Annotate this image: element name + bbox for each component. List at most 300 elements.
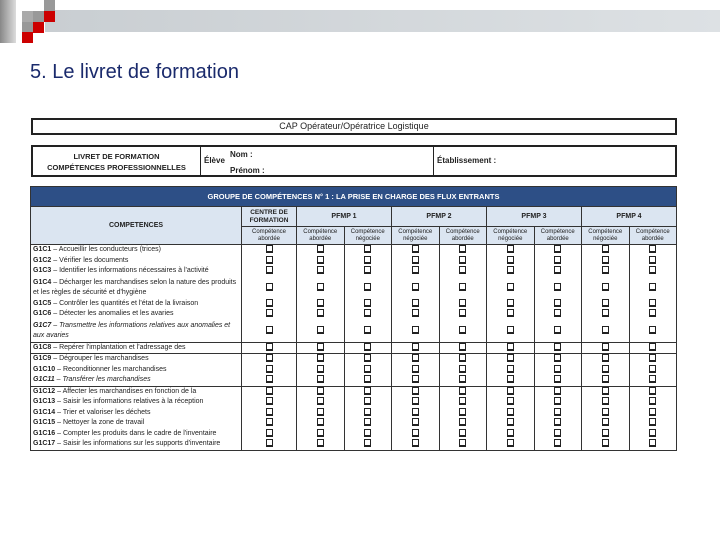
checkbox[interactable]	[412, 266, 419, 274]
competence-code: G1C12	[33, 387, 56, 395]
checkbox-cell	[582, 354, 630, 365]
checkbox[interactable]	[459, 256, 466, 264]
checkbox[interactable]	[317, 387, 324, 395]
competence-code: G1C17	[33, 440, 56, 447]
group-title: GROUPE DE COMPÉTENCES N° 1 : LA PRISE EN CHARGE DES FLUX ENTRANTS	[31, 187, 677, 207]
checkbox-cell	[487, 277, 535, 299]
checkbox-cell	[534, 256, 582, 267]
checkbox[interactable]	[266, 256, 273, 264]
checkbox-cell	[297, 418, 345, 429]
checkbox[interactable]	[602, 245, 609, 253]
checkbox[interactable]	[554, 354, 561, 362]
checkbox-cell	[629, 245, 677, 256]
competence-text: – Affecter les marchandises en fonction de la	[55, 387, 197, 395]
checkbox[interactable]	[554, 397, 561, 405]
checkbox[interactable]	[554, 283, 561, 291]
checkbox[interactable]	[317, 309, 324, 317]
checkbox[interactable]	[266, 343, 273, 351]
checkbox[interactable]	[602, 375, 609, 383]
checkbox-cell	[487, 342, 535, 354]
checkbox-cell	[392, 342, 440, 354]
checkbox[interactable]	[364, 439, 371, 447]
checkbox-cell	[439, 365, 487, 376]
checkbox[interactable]	[649, 429, 656, 437]
checkbox[interactable]	[364, 256, 371, 264]
competence-text: – Reconditionner les marchandises	[55, 365, 167, 373]
competence-text: – Saisir les informations relatives à la réception	[55, 398, 204, 405]
checkbox[interactable]	[266, 266, 273, 274]
checkbox[interactable]	[507, 326, 514, 334]
checkbox[interactable]	[649, 408, 656, 416]
checkbox[interactable]	[266, 387, 273, 395]
table-row	[31, 266, 677, 277]
checkbox-cell	[439, 299, 487, 310]
checkbox[interactable]	[364, 283, 371, 291]
checkbox[interactable]	[507, 299, 514, 307]
checkbox-cell	[392, 299, 440, 310]
checkbox[interactable]	[649, 343, 656, 351]
checkbox[interactable]	[317, 439, 324, 447]
checkbox[interactable]	[412, 375, 419, 383]
competence-code: G1C11	[33, 376, 55, 383]
checkbox[interactable]	[412, 343, 419, 351]
checkbox-cell	[487, 365, 535, 376]
checkbox-cell	[534, 386, 582, 397]
checkbox[interactable]	[266, 326, 273, 334]
checkbox[interactable]	[459, 418, 466, 426]
checkbox[interactable]	[412, 245, 419, 253]
checkbox[interactable]	[459, 343, 466, 351]
checkbox[interactable]	[459, 397, 466, 405]
checkbox[interactable]	[507, 387, 514, 395]
checkbox[interactable]	[317, 418, 324, 426]
checkbox[interactable]	[364, 343, 371, 351]
checkbox-cell	[487, 354, 535, 365]
checkbox[interactable]	[317, 299, 324, 307]
checkbox[interactable]	[507, 365, 514, 373]
etablissement-field[interactable]: Établissement :	[437, 156, 497, 165]
checkbox[interactable]	[412, 299, 419, 307]
checkbox-cell	[534, 408, 582, 419]
checkbox-cell	[242, 408, 297, 419]
checkbox-cell	[297, 397, 345, 408]
sub-header: Compétence négociée	[487, 227, 535, 245]
checkbox[interactable]	[412, 326, 419, 334]
table-row	[31, 245, 677, 256]
checkbox[interactable]	[507, 309, 514, 317]
checkbox[interactable]	[507, 439, 514, 447]
table-row	[31, 375, 677, 386]
checkbox[interactable]	[364, 375, 371, 383]
checkbox[interactable]	[602, 439, 609, 447]
checkbox-cell	[242, 375, 297, 386]
checkbox-cell	[534, 354, 582, 365]
checkbox[interactable]	[507, 354, 514, 362]
deco-square	[22, 32, 33, 43]
checkbox[interactable]	[364, 429, 371, 437]
livret-subtitle: COMPÉTENCES PROFESSIONNELLES	[47, 163, 186, 172]
checkbox-cell	[392, 408, 440, 419]
checkbox-cell	[297, 245, 345, 256]
checkbox[interactable]	[317, 375, 324, 383]
checkbox-cell	[534, 342, 582, 354]
checkbox-cell	[582, 299, 630, 310]
checkbox-cell	[439, 429, 487, 440]
checkbox-cell	[629, 354, 677, 365]
checkbox-cell	[297, 375, 345, 386]
checkbox-cell	[487, 309, 535, 320]
checkbox[interactable]	[459, 245, 466, 253]
nom-field[interactable]: Nom :	[230, 150, 253, 159]
deco-square	[33, 11, 44, 22]
checkbox-cell	[582, 309, 630, 320]
checkbox[interactable]	[317, 266, 324, 274]
checkbox[interactable]	[412, 397, 419, 405]
checkbox[interactable]	[602, 283, 609, 291]
checkbox[interactable]	[602, 397, 609, 405]
checkbox-cell	[344, 365, 392, 376]
checkbox-cell	[392, 309, 440, 320]
checkbox[interactable]	[266, 408, 273, 416]
competence-label	[31, 386, 242, 397]
checkbox[interactable]	[266, 397, 273, 405]
checkbox[interactable]	[602, 408, 609, 416]
checkbox-cell	[439, 245, 487, 256]
checkbox[interactable]	[507, 397, 514, 405]
competence-text: – Transférer les marchandises	[54, 376, 151, 383]
checkbox[interactable]	[459, 299, 466, 307]
checkbox-cell	[582, 375, 630, 386]
checkbox[interactable]	[317, 245, 324, 253]
competence-label	[31, 266, 242, 277]
checkbox[interactable]	[554, 439, 561, 447]
checkbox[interactable]	[459, 439, 466, 447]
checkbox[interactable]	[507, 375, 514, 383]
checkbox[interactable]	[412, 418, 419, 426]
checkbox[interactable]	[649, 299, 656, 307]
checkbox[interactable]	[412, 365, 419, 373]
table-row	[31, 320, 677, 343]
competence-label	[31, 320, 242, 343]
checkbox[interactable]	[317, 365, 324, 373]
checkbox[interactable]	[602, 266, 609, 274]
checkbox[interactable]	[507, 256, 514, 264]
competence-label	[31, 277, 242, 299]
checkbox-cell	[534, 429, 582, 440]
checkbox[interactable]	[649, 439, 656, 447]
checkbox-cell	[297, 408, 345, 419]
checkbox[interactable]	[602, 299, 609, 307]
checkbox-cell	[344, 266, 392, 277]
checkbox[interactable]	[602, 326, 609, 334]
checkbox[interactable]	[266, 354, 273, 362]
checkbox[interactable]	[364, 397, 371, 405]
checkbox[interactable]	[266, 375, 273, 383]
checkbox-cell	[344, 299, 392, 310]
checkbox[interactable]	[266, 429, 273, 437]
checkbox-cell	[242, 320, 297, 343]
checkbox-cell	[242, 386, 297, 397]
checkbox[interactable]	[649, 309, 656, 317]
checkbox-cell	[439, 277, 487, 299]
competence-label	[31, 354, 242, 365]
checkbox-cell	[344, 375, 392, 386]
checkbox[interactable]	[412, 354, 419, 362]
checkbox-cell	[439, 418, 487, 429]
checkbox[interactable]	[554, 429, 561, 437]
competence-code: G1C3	[33, 267, 52, 274]
checkbox[interactable]	[649, 418, 656, 426]
checkbox-cell	[297, 277, 345, 299]
checkbox-cell	[582, 245, 630, 256]
checkbox[interactable]	[459, 429, 466, 437]
checkbox[interactable]	[507, 343, 514, 351]
checkbox[interactable]	[602, 309, 609, 317]
checkbox-cell	[392, 375, 440, 386]
competence-label	[31, 439, 242, 450]
checkbox[interactable]	[554, 387, 561, 395]
checkbox[interactable]	[317, 256, 324, 264]
pfmp3-header: PFMP 3	[487, 207, 582, 227]
competence-code: G1C7	[33, 321, 52, 329]
checkbox[interactable]	[649, 245, 656, 253]
checkbox[interactable]	[364, 326, 371, 334]
checkbox[interactable]	[554, 309, 561, 317]
checkbox[interactable]	[507, 245, 514, 253]
checkbox[interactable]	[602, 365, 609, 373]
checkbox[interactable]	[554, 256, 561, 264]
centre-header: CENTRE DE FORMATION	[242, 207, 297, 227]
checkbox-cell	[392, 266, 440, 277]
checkbox-cell	[297, 354, 345, 365]
checkbox[interactable]	[317, 343, 324, 351]
checkbox-cell	[629, 429, 677, 440]
checkbox-cell	[392, 256, 440, 267]
checkbox[interactable]	[364, 299, 371, 307]
checkbox[interactable]	[649, 365, 656, 373]
checkbox-cell	[534, 375, 582, 386]
deco-square	[44, 0, 55, 11]
competence-code: G1C15	[33, 419, 56, 426]
competence-text: – Trier et valoriser les déchets	[55, 408, 151, 416]
checkbox-cell	[582, 386, 630, 397]
competence-label	[31, 408, 242, 419]
checkbox[interactable]	[554, 245, 561, 253]
checkbox[interactable]	[364, 418, 371, 426]
competence-label	[31, 245, 242, 256]
checkbox-cell	[392, 439, 440, 450]
checkbox[interactable]	[554, 418, 561, 426]
checkbox-cell	[344, 309, 392, 320]
checkbox-cell	[582, 256, 630, 267]
checkbox[interactable]	[266, 309, 273, 317]
checkbox[interactable]	[649, 283, 656, 291]
competence-label	[31, 429, 242, 440]
checkbox[interactable]	[602, 343, 609, 351]
checkbox-cell	[297, 309, 345, 320]
checkbox[interactable]	[507, 418, 514, 426]
sub-header: Compétence abordée	[242, 227, 297, 245]
checkbox-cell	[629, 299, 677, 310]
checkbox[interactable]	[412, 429, 419, 437]
checkbox-cell	[582, 418, 630, 429]
sub-header: Compétence négociée	[582, 227, 630, 245]
checkbox[interactable]	[364, 354, 371, 362]
checkbox-cell	[582, 397, 630, 408]
checkbox[interactable]	[602, 418, 609, 426]
checkbox-cell	[487, 245, 535, 256]
competence-text: – Compter les produits dans le cadre de l'inventaire	[55, 429, 217, 437]
checkbox[interactable]	[266, 439, 273, 447]
checkbox-cell	[297, 439, 345, 450]
checkbox[interactable]	[317, 326, 324, 334]
checkbox-cell	[582, 365, 630, 376]
deco-square	[33, 22, 44, 33]
checkbox[interactable]	[412, 439, 419, 447]
checkbox[interactable]	[317, 429, 324, 437]
checkbox-cell	[629, 309, 677, 320]
checkbox[interactable]	[602, 429, 609, 437]
checkbox[interactable]	[266, 418, 273, 426]
checkbox[interactable]	[554, 408, 561, 416]
table-row	[31, 354, 677, 365]
deco-square	[44, 11, 55, 22]
checkbox-cell	[439, 375, 487, 386]
checkbox[interactable]	[459, 266, 466, 274]
competence-code: G1C14	[33, 408, 56, 416]
checkbox[interactable]	[364, 245, 371, 253]
checkbox-cell	[582, 277, 630, 299]
competence-code: G1C13	[33, 398, 56, 405]
checkbox[interactable]	[554, 326, 561, 334]
sub-header: Compétence négociée	[344, 227, 392, 245]
checkbox-cell	[534, 299, 582, 310]
checkbox-cell	[629, 256, 677, 267]
checkbox[interactable]	[649, 354, 656, 362]
sub-header: Compétence abordée	[534, 227, 582, 245]
checkbox-cell	[487, 386, 535, 397]
competence-text: – Transmettre les informations relatives aux anomalies et aux avaries	[33, 321, 231, 339]
checkbox[interactable]	[364, 387, 371, 395]
competence-label	[31, 309, 242, 320]
competence-label	[31, 397, 242, 408]
table-row	[31, 429, 677, 440]
checkbox-cell	[392, 245, 440, 256]
checkbox[interactable]	[412, 256, 419, 264]
checkbox-cell	[297, 342, 345, 354]
checkbox[interactable]	[507, 266, 514, 274]
checkbox[interactable]	[649, 397, 656, 405]
checkbox[interactable]	[459, 326, 466, 334]
checkbox-cell	[392, 397, 440, 408]
checkbox-cell	[629, 439, 677, 450]
checkbox[interactable]	[554, 365, 561, 373]
checkbox-cell	[439, 266, 487, 277]
checkbox-cell	[392, 429, 440, 440]
checkbox[interactable]	[507, 283, 514, 291]
checkbox[interactable]	[649, 387, 656, 395]
checkbox-cell	[344, 408, 392, 419]
checkbox[interactable]	[459, 309, 466, 317]
checkbox[interactable]	[317, 354, 324, 362]
checkbox-cell	[629, 320, 677, 343]
checkbox-cell	[242, 429, 297, 440]
checkbox[interactable]	[602, 256, 609, 264]
checkbox-cell	[582, 408, 630, 419]
checkbox[interactable]	[364, 309, 371, 317]
checkbox[interactable]	[649, 256, 656, 264]
checkbox[interactable]	[602, 354, 609, 362]
checkbox-cell	[344, 439, 392, 450]
competences-header: COMPETENCES	[31, 207, 242, 245]
checkbox-cell	[439, 342, 487, 354]
checkbox-cell	[534, 439, 582, 450]
checkbox[interactable]	[317, 283, 324, 291]
competence-label	[31, 256, 242, 267]
checkbox-cell	[344, 354, 392, 365]
checkbox[interactable]	[507, 408, 514, 416]
checkbox-cell	[487, 418, 535, 429]
competence-text: – Identifier les informations nécessaires à l'activité	[51, 267, 209, 274]
checkbox[interactable]	[266, 245, 273, 253]
checkbox[interactable]	[364, 365, 371, 373]
competence-code: G1C10	[33, 365, 56, 373]
checkbox[interactable]	[459, 387, 466, 395]
checkbox[interactable]	[649, 375, 656, 383]
checkbox[interactable]	[649, 266, 656, 274]
checkbox[interactable]	[459, 375, 466, 383]
checkbox-cell	[439, 256, 487, 267]
competence-text: – Repérer l'implantation et l'adressage des	[51, 343, 186, 351]
checkbox[interactable]	[507, 429, 514, 437]
table-row	[31, 418, 677, 429]
checkbox[interactable]	[554, 375, 561, 383]
checkbox[interactable]	[412, 387, 419, 395]
checkbox[interactable]	[364, 266, 371, 274]
checkbox[interactable]	[649, 326, 656, 334]
competence-code: G1C6	[33, 310, 52, 317]
checkbox[interactable]	[602, 387, 609, 395]
checkbox[interactable]	[459, 408, 466, 416]
checkbox[interactable]	[266, 283, 273, 291]
checkbox[interactable]	[554, 266, 561, 274]
checkbox-cell	[297, 299, 345, 310]
checkbox[interactable]	[317, 397, 324, 405]
checkbox[interactable]	[459, 365, 466, 373]
checkbox-cell	[297, 266, 345, 277]
checkbox[interactable]	[459, 283, 466, 291]
checkbox-cell	[582, 320, 630, 343]
checkbox[interactable]	[266, 365, 273, 373]
checkbox[interactable]	[412, 309, 419, 317]
checkbox[interactable]	[554, 343, 561, 351]
prenom-field[interactable]: Prénom :	[230, 166, 265, 175]
checkbox[interactable]	[364, 408, 371, 416]
checkbox[interactable]	[412, 408, 419, 416]
slide-title: 5. Le livret de formation	[30, 61, 239, 83]
checkbox[interactable]	[412, 283, 419, 291]
checkbox-cell	[392, 320, 440, 343]
checkbox-cell	[242, 418, 297, 429]
checkbox-cell	[534, 320, 582, 343]
checkbox[interactable]	[459, 354, 466, 362]
checkbox[interactable]	[317, 408, 324, 416]
checkbox-cell	[297, 320, 345, 343]
checkbox[interactable]	[554, 299, 561, 307]
checkbox-cell	[487, 320, 535, 343]
checkbox-cell	[534, 245, 582, 256]
checkbox[interactable]	[266, 299, 273, 307]
